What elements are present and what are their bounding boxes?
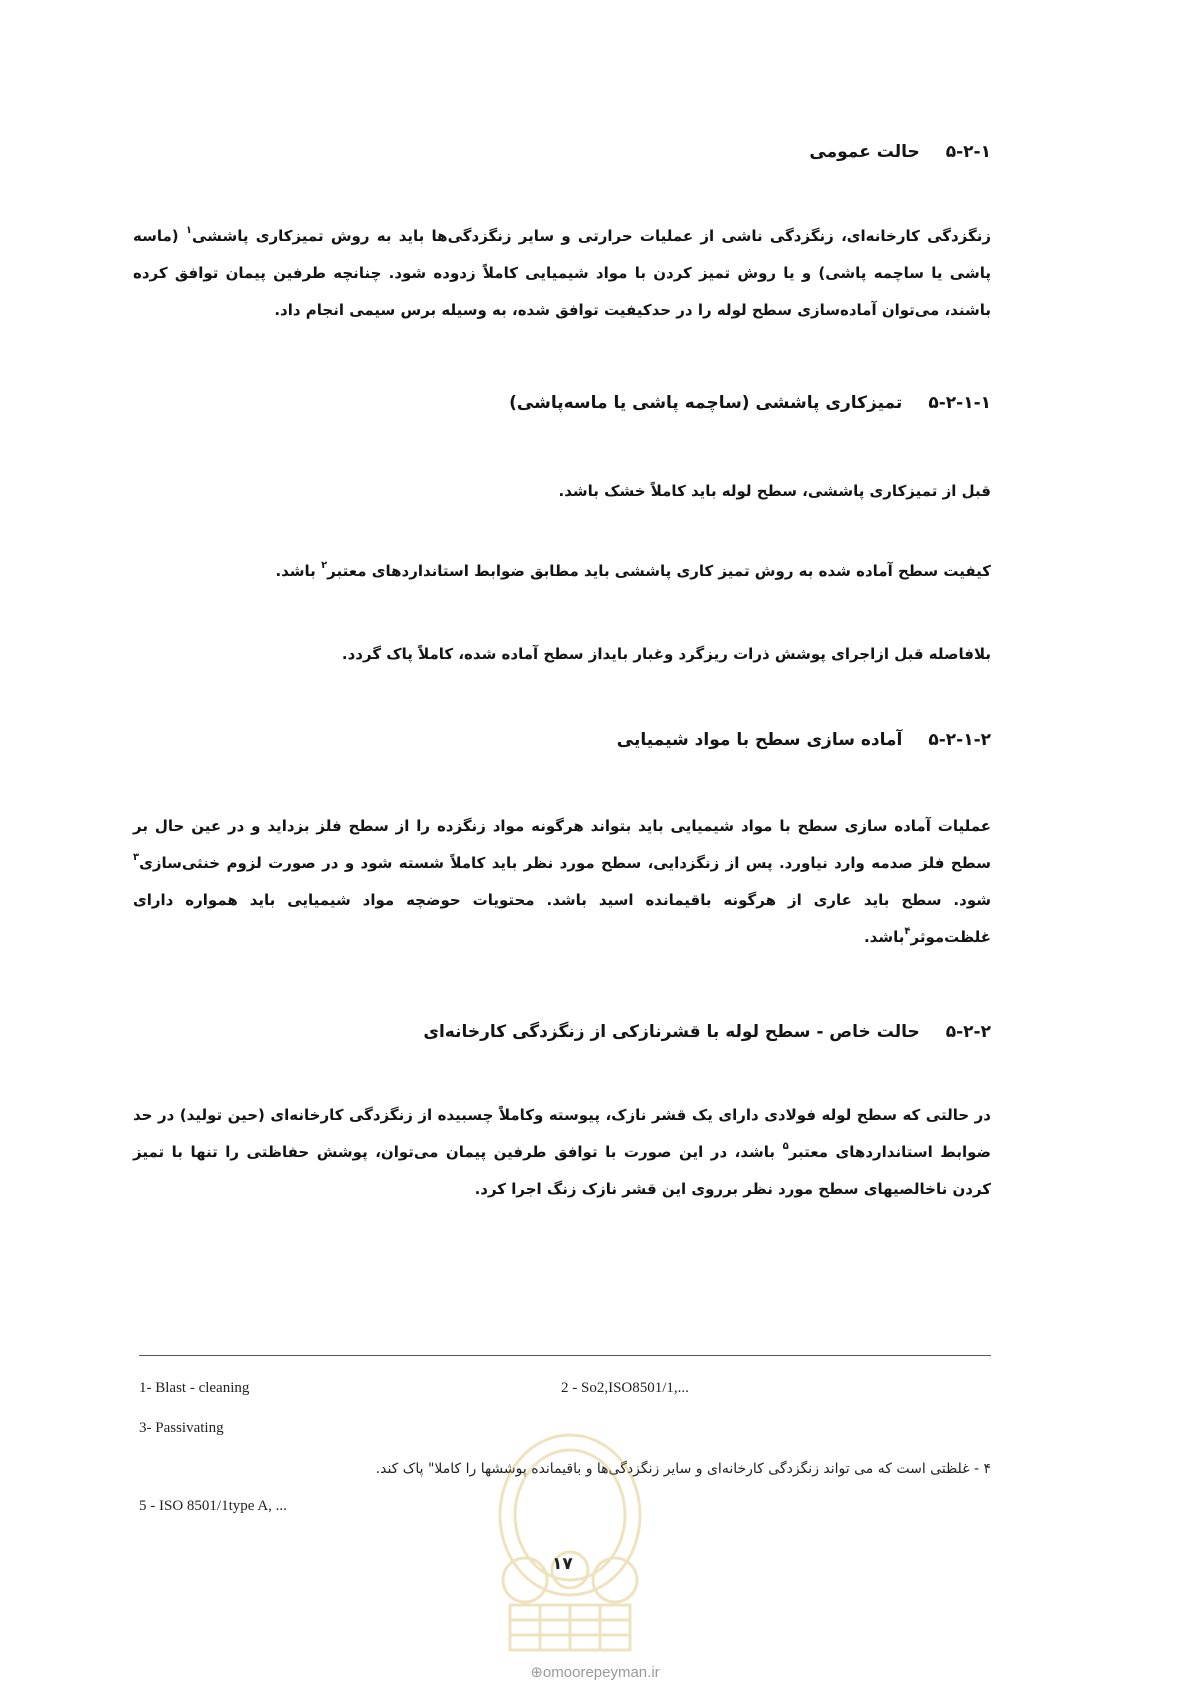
- paragraph-text: کیفیت سطح آماده شده به روش تمیز کاری پاششی باید مطابق ضوابط استانداردهای معتبر: [327, 562, 991, 580]
- footnote-ref-5: ۵: [782, 1141, 789, 1152]
- section-heading-5-2-1-1: [509, 393, 991, 413]
- footnote-5: 5 - ISO 8501/1type A, ...: [139, 1498, 287, 1514]
- section-heading-5-2-2: [423, 1022, 991, 1042]
- footnote-ref-1: ۱: [185, 225, 192, 236]
- paragraph-text-continued: (ماسه پاشی یا ساچمه پاشی) و یا روش تمیز کردن با مواد شیمیایی کاملاً زدوده شود. چنانچه طرفین پیمان توافق کرده باشند، می‌توان آماده‌سازی سطح لوله را در حدکیفیت توافق شده، به وسیله برس سیمی انجام داد.: [133, 227, 991, 319]
- paragraph-text-continued: شود. سطح باید عاری از هرگونه باقیمانده اسید باشد. محتویات حوضچه مواد شیمیایی باید همواره دارای غلظت‌موثر: [133, 891, 991, 946]
- section-title: آماده سازی سطح با مواد شیمیایی: [616, 730, 903, 750]
- watermark-site: [0, 1663, 1190, 1681]
- paragraph-general-case: [133, 218, 991, 329]
- footnote-divider: [139, 1355, 991, 1356]
- paragraph-chemical-prep: [133, 808, 991, 956]
- section-number: ۵-۲-۱: [945, 142, 991, 162]
- footnote-ref-3: ۳: [133, 852, 140, 863]
- section-heading-5-2-1: [809, 142, 991, 162]
- section-heading-5-2-1-2: [617, 730, 991, 750]
- paragraph-text: در حالتی که سطح لوله فولادی دارای یک قشر نازک، پیوسته وکاملاً چسبیده از زنگزدگی کارخانه‌ای (حین تولید) در حد ضوابط استانداردهای معتبر: [133, 1106, 991, 1161]
- section-number: ۵-۲-۱-۲: [928, 730, 991, 750]
- section-number: ۵-۲-۱-۱: [928, 393, 991, 413]
- paragraph-text-continued: باشد، در این صورت با توافق طرفین پیمان می‌توان، پوشش حفاظتی را تنها با تمیز کردن ناخالصیهای سطح مورد نظر برروی این قشر نازک زنگ اجرا کرد.: [133, 1143, 991, 1198]
- footnote-ref-4: ۴: [904, 926, 911, 937]
- watermark-seal-icon: [480, 1420, 660, 1660]
- section-title: حالت عمومی: [809, 142, 920, 162]
- section-number: ۵-۲-۲: [945, 1022, 991, 1042]
- paragraph-text-end: باشد.: [863, 928, 905, 946]
- paragraph-text: زنگزدگی کارخانه‌ای، زنگزدگی ناشی از عملیات حرارتی و سایر زنگزدگی‌ها باید به روش تمیزکاری پاششی: [192, 227, 991, 245]
- footnote-2: 2 - So2,ISO8501/1,...: [561, 1380, 689, 1396]
- globe-icon: ⊕: [530, 1664, 543, 1681]
- paragraph-text-end: باشد.: [275, 562, 316, 580]
- paragraph-dust-removal: بلافاصله قبل ازاجرای پوشش ذرات ریزگرد وغبار بایداز سطح آماده شده، کاملاً پاک گردد.: [341, 645, 991, 663]
- footnote-1: 1- Blast - cleaning: [139, 1380, 250, 1396]
- watermark-site-text: omoorepeyman.ir: [542, 1664, 660, 1681]
- section-title: حالت خاص - سطح لوله با قشرنازکی از زنگزدگی کارخانه‌ای: [423, 1022, 920, 1042]
- footnote-3: 3- Passivating: [139, 1420, 224, 1436]
- footnote-4: ۴ - غلظتی است که می تواند زنگزدگی کارخانه‌ای و سایر زنگزدگی‌ها و باقیمانده پوششها را کاملا" پاک کند.: [375, 1461, 991, 1477]
- page-number: ۱۷: [552, 1554, 573, 1574]
- section-title: تمیزکاری پاششی (ساچمه پاشی یا ماسه‌پاشی): [509, 393, 903, 413]
- paragraph-special-case: [133, 1097, 991, 1208]
- footnote-ref-2: ۲: [321, 560, 328, 571]
- paragraph-dry-surface: قبل از تمیزکاری پاششی، سطح لوله باید کاملاً خشک باشد.: [558, 482, 991, 500]
- paragraph-text: عملیات آماده سازی سطح با مواد شیمیایی باید بتواند هرگونه مواد زنگزده را از سطح فلز بزداید و در عین حال بر سطح فلز صدمه وارد نیاورد. پس از زنگزدایی، سطح مورد نظر باید کاملاً شسته شود و در صورت لزوم خنثی‌سازی: [133, 817, 991, 872]
- paragraph-surface-quality: [275, 562, 991, 580]
